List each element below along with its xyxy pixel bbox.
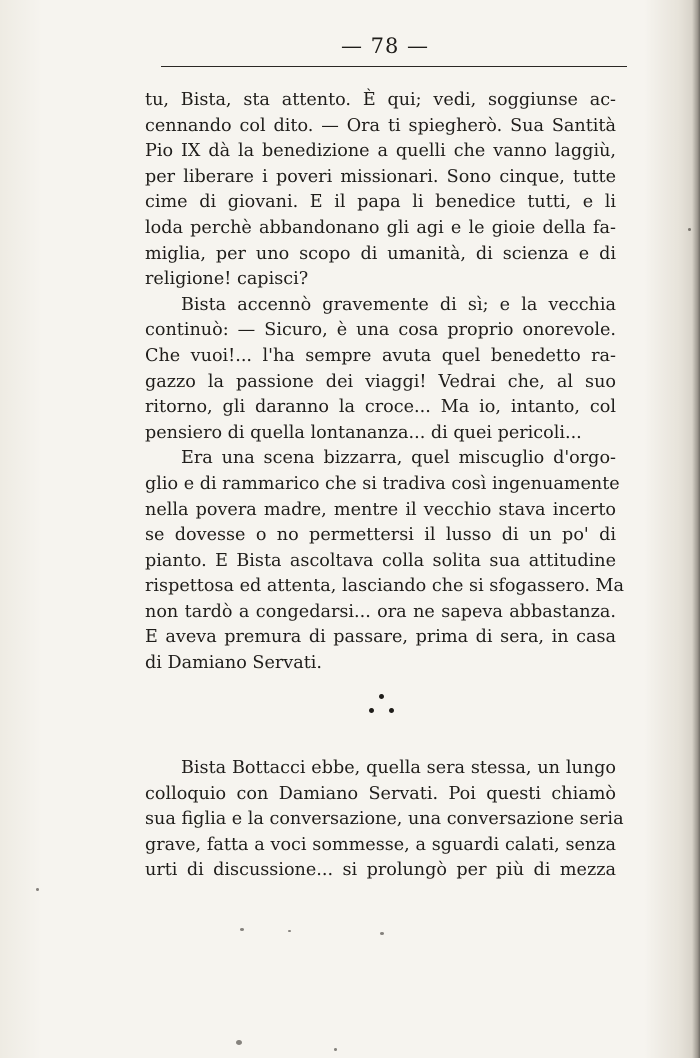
- text-line: pianto. E Bista ascoltava colla solita sua attitudine: [145, 550, 616, 571]
- section-break-asterism: [366, 692, 400, 720]
- text-line: E aveva premura di passare, prima di sera, in casa: [145, 627, 616, 648]
- text-line: pensiero di quella lontananza... di quei pericoli...: [145, 422, 582, 443]
- asterism-dot: [379, 694, 384, 699]
- text-line: Era una scena bizzarra, quel miscuglio d'orgo-: [181, 448, 616, 469]
- text-line: tu, Bista, sta attento. È qui; vedi, soggiunse ac-: [145, 90, 616, 110]
- text-line: cennando col dito. — Ora ti spiegherò. Sua Santità: [145, 115, 616, 136]
- text-line: colloquio con Damiano Servati. Poi questi chiamò: [145, 783, 616, 804]
- paragraph: [145, 756, 624, 884]
- text-line: per liberare i poveri missionari. Sono cinque, tutte: [145, 166, 616, 187]
- text-line: nella povera madre, mentre il vecchio stava incerto: [145, 499, 616, 520]
- scan-speck: [288, 930, 291, 932]
- text-line: cime di giovani. E il papa li benedice tutti, e li: [145, 192, 616, 213]
- text-line: Che vuoi!... l'ha sempre avuta quel benedetto ra-: [145, 345, 616, 366]
- text-line: Bista Bottacci ebbe, quella sera stessa, un lungo: [181, 758, 616, 778]
- paragraph: [145, 446, 625, 676]
- text-line: ritorno, gli daranno la croce... Ma io, intanto, col: [145, 397, 616, 418]
- text-line: gazzo la passione dei viaggi! Vedrai che, al suo: [145, 371, 616, 392]
- text-line: Bista accennò gravemente di sì; e la vecchia: [181, 294, 616, 315]
- page-number: — 78 —: [340, 34, 430, 58]
- text-line: di Damiano Servati.: [145, 653, 322, 674]
- text-line: rispettosa ed attenta, lasciando che si sfogassero. Ma: [145, 576, 625, 597]
- text-line: grave, fatta a voci sommesse, a sguardi calati, senza: [145, 834, 616, 855]
- text-line: sua figlia e la conversazione, una conversazione seria: [145, 809, 624, 830]
- paragraph: [145, 293, 616, 447]
- text-line: miglia, per uno scopo di umanità, di scienza e di: [145, 243, 616, 264]
- text-line: loda perchè abbandonano gli agi e le gioie della fa-: [145, 217, 616, 238]
- text-line: Pio IX dà la benedizione a quelli che vanno laggiù,: [145, 141, 616, 162]
- asterism-dot: [389, 708, 394, 713]
- scan-speck: [334, 1048, 337, 1051]
- text-line: glio e di rammarico che si tradiva così ingenuamente: [145, 473, 620, 494]
- header-rule: [161, 66, 627, 67]
- paragraph: [145, 88, 616, 293]
- text-block-upper: [145, 88, 625, 677]
- scan-speck: [380, 932, 384, 935]
- scan-speck: [36, 888, 39, 891]
- text-line: religione! capisci?: [145, 269, 309, 290]
- text-block-lower: [145, 756, 624, 884]
- text-line: se dovesse o no permettersi il lusso di un po' di: [145, 525, 616, 546]
- text-line: continuò: — Sicuro, è una cosa proprio onorevole.: [145, 320, 616, 341]
- page-binding-shadow: [692, 0, 700, 1058]
- scan-speck: [240, 928, 244, 931]
- asterism-dot: [369, 708, 374, 713]
- scan-speck: [236, 1040, 242, 1045]
- text-line: urti di discussione... si prolungò per più di mezza: [145, 860, 616, 881]
- scan-speck: [688, 228, 691, 231]
- text-line: non tardò a congedarsi... ora ne sapeva abbastanza.: [145, 601, 616, 622]
